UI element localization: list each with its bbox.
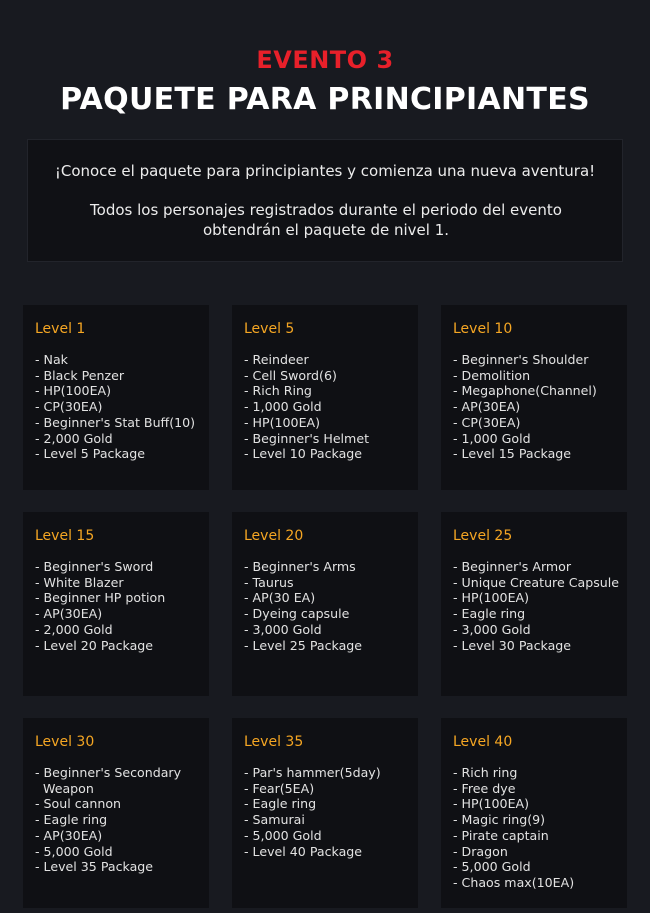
package-item: - Beginner HP potion xyxy=(35,590,166,606)
level-card-title: Level 1 xyxy=(35,321,86,337)
package-item: - 5,000 Gold xyxy=(35,843,113,859)
package-item: - Rich ring xyxy=(453,765,518,780)
package-item: - 2,000 Gold xyxy=(35,621,113,637)
package-item: - Level 30 Package xyxy=(453,637,572,653)
package-item: - CP(30EA) xyxy=(453,414,521,430)
package-item: - Beginner's Stat Buff(10) xyxy=(35,414,196,430)
package-item: - Level 15 Package xyxy=(453,446,572,462)
level-card-10 xyxy=(441,305,627,490)
package-item: - Samurai xyxy=(244,812,305,828)
package-item: - Magic ring(9) xyxy=(453,812,546,828)
package-item: - Megaphone(Channel) xyxy=(453,383,597,399)
intro-text: ¡Conoce el paquete para principiantes y comienza una nueva aventura! xyxy=(54,162,596,180)
event-label: EVENTO 3 xyxy=(256,46,394,74)
package-item: - Level 10 Package xyxy=(244,446,363,462)
level-card-title: Level 5 xyxy=(244,321,295,337)
package-item: - White Blazer xyxy=(35,574,124,590)
package-item: - 1,000 Gold xyxy=(244,399,322,415)
package-item: Weapon xyxy=(35,780,94,796)
package-item: - Level 5 Package xyxy=(35,446,146,462)
package-item: - Beginner's Secondary xyxy=(35,765,182,780)
package-item: - Level 40 Package xyxy=(244,843,363,859)
level-card-items xyxy=(453,559,619,653)
level-card-title: Level 10 xyxy=(453,321,513,337)
level-card-items xyxy=(244,765,406,859)
package-item: - 5,000 Gold xyxy=(453,859,531,875)
package-item: - HP(100EA) xyxy=(244,414,321,430)
package-item: - Demolition xyxy=(453,367,531,383)
package-item: - HP(100EA) xyxy=(453,590,530,606)
package-item: - 5,000 Gold xyxy=(244,827,322,843)
package-item: - Reindeer xyxy=(244,352,309,367)
package-item: - HP(100EA) xyxy=(453,796,530,812)
level-card-35 xyxy=(232,718,418,908)
level-card-title: Level 15 xyxy=(35,528,95,544)
package-item: - Free dye xyxy=(453,780,516,796)
package-item: - Unique Creature Capsule xyxy=(453,574,619,590)
level-card-5 xyxy=(232,305,418,490)
package-item: - Eagle ring xyxy=(453,606,526,622)
package-item: - 3,000 Gold xyxy=(244,621,322,637)
package-item: - Beginner's Armor xyxy=(453,559,572,574)
package-item: - Rich Ring xyxy=(244,383,312,399)
package-item: - AP(30 EA) xyxy=(244,590,316,606)
package-item: - Eagle ring xyxy=(244,796,317,812)
level-card-items xyxy=(35,352,197,462)
package-item: - Beginner's Shoulder xyxy=(453,352,589,367)
package-item: - HP(100EA) xyxy=(35,383,112,399)
level-card-title: Level 30 xyxy=(35,734,95,750)
package-item: - Pirate captain xyxy=(453,827,549,843)
level-card-items xyxy=(453,352,615,462)
package-item: - Level 25 Package xyxy=(244,637,363,653)
package-item: - Nak xyxy=(35,352,68,367)
package-item: - AP(30EA) xyxy=(453,399,521,415)
level-card-title: Level 40 xyxy=(453,734,513,750)
level-card-15 xyxy=(23,512,209,696)
level-card-20 xyxy=(232,512,418,696)
package-item: - Taurus xyxy=(244,574,294,590)
package-item: - Beginner's Helmet xyxy=(244,430,370,446)
level-card-title: Level 35 xyxy=(244,734,304,750)
package-item: - AP(30EA) xyxy=(35,606,103,622)
package-item: - 1,000 Gold xyxy=(453,430,531,446)
package-item: - Dragon xyxy=(453,843,508,859)
package-item: - Fear(5EA) xyxy=(244,780,315,796)
intro-box xyxy=(27,139,623,262)
level-card-40 xyxy=(441,718,627,908)
level-card-items xyxy=(35,765,197,875)
package-item: - Cell Sword(6) xyxy=(244,367,337,383)
level-card-30 xyxy=(23,718,209,908)
package-item: - AP(30EA) xyxy=(35,827,103,843)
package-item: - Soul cannon xyxy=(35,796,122,812)
package-item: - Level 20 Package xyxy=(35,637,154,653)
package-item: - 2,000 Gold xyxy=(35,430,113,446)
level-card-items xyxy=(244,559,406,653)
level-card-items xyxy=(453,765,615,891)
package-item: - 3,000 Gold xyxy=(453,621,531,637)
page-title: PAQUETE PARA PRINCIPIANTES xyxy=(60,82,590,117)
level-card-25 xyxy=(441,512,627,696)
level-card-title: Level 25 xyxy=(453,528,513,544)
package-item: - Level 35 Package xyxy=(35,859,154,875)
package-item: - Beginner's Sword xyxy=(35,559,154,574)
package-item: - CP(30EA) xyxy=(35,399,103,415)
level-card-title: Level 20 xyxy=(244,528,304,544)
package-item: - Dyeing capsule xyxy=(244,606,350,622)
package-item: - Chaos max(10EA) xyxy=(453,874,575,890)
package-item: - Black Penzer xyxy=(35,367,125,383)
level-card-items xyxy=(35,559,197,653)
intro-subtext: Todos los personajes registrados durante el periodo del evento obtendrán el paquete de nivel 1. xyxy=(90,201,562,239)
package-item: - Beginner's Arms xyxy=(244,559,356,574)
level-card-1 xyxy=(23,305,209,490)
package-item: - Eagle ring xyxy=(35,812,108,828)
level-card-items xyxy=(244,352,406,462)
package-item: - Par's hammer(5day) xyxy=(244,765,381,780)
